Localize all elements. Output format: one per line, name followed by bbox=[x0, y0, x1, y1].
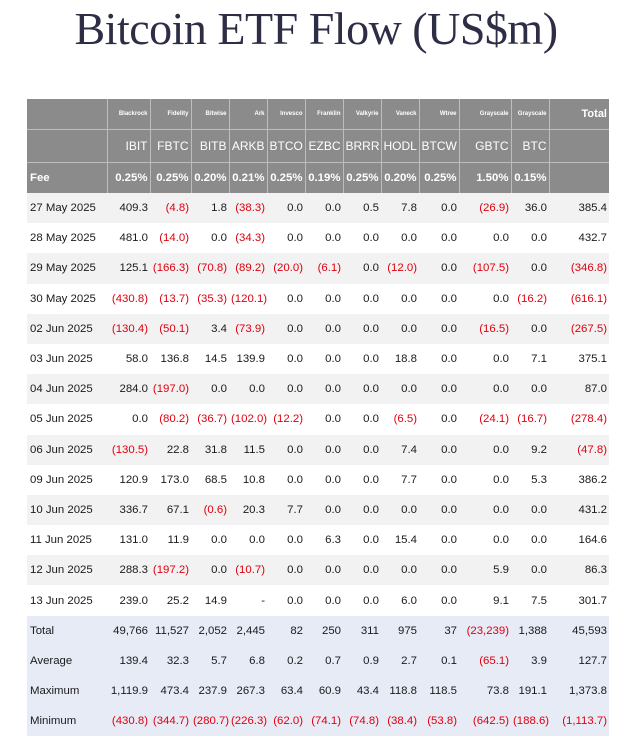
flow-cell: 267.3 bbox=[229, 676, 267, 706]
issuer-label: Grayscale bbox=[511, 99, 549, 130]
flow-cell: (13.7) bbox=[150, 284, 191, 314]
ticker-label: EZBC bbox=[305, 130, 343, 163]
flow-cell: (120.1) bbox=[229, 284, 267, 314]
flow-cell: 0.0 bbox=[305, 314, 343, 344]
flow-cell: 7.5 bbox=[511, 585, 549, 615]
header-corner bbox=[27, 99, 107, 130]
ticker-label: BITB bbox=[191, 130, 229, 163]
flow-cell: 0.0 bbox=[343, 344, 381, 374]
flow-cell: 18.8 bbox=[381, 344, 419, 374]
flow-cell: 82 bbox=[267, 616, 305, 646]
table-row bbox=[27, 193, 609, 223]
flow-cell: (24.1) bbox=[459, 404, 511, 434]
flow-cell: 0.0 bbox=[459, 374, 511, 404]
issuer-label: Franklin bbox=[305, 99, 343, 130]
fee-value: 0.25% bbox=[343, 163, 381, 194]
flow-cell: 0.1 bbox=[419, 646, 459, 676]
flow-cell: 139.9 bbox=[229, 344, 267, 374]
flow-cell: 118.8 bbox=[381, 676, 419, 706]
flow-cell: 1,119.9 bbox=[107, 676, 150, 706]
ticker-label: IBIT bbox=[107, 130, 150, 163]
flow-cell: 15.4 bbox=[381, 525, 419, 555]
flow-cell: (74.8) bbox=[343, 706, 381, 736]
flow-cell: 0.0 bbox=[305, 555, 343, 585]
flow-cell: 0.0 bbox=[343, 555, 381, 585]
flow-cell: (38.3) bbox=[229, 193, 267, 223]
flow-cell: 0.0 bbox=[381, 374, 419, 404]
flow-cell: (642.5) bbox=[459, 706, 511, 736]
flow-cell: 31.8 bbox=[191, 435, 229, 465]
flow-cell: 37 bbox=[419, 616, 459, 646]
ticker-label: HODL bbox=[381, 130, 419, 163]
fee-value: 1.50% bbox=[459, 163, 511, 194]
flow-cell: 0.0 bbox=[267, 284, 305, 314]
flow-cell: 473.4 bbox=[150, 676, 191, 706]
flow-cell: 0.0 bbox=[459, 525, 511, 555]
flow-cell: (6.1) bbox=[305, 253, 343, 283]
flow-cell: 5.9 bbox=[459, 555, 511, 585]
total-cell: 87.0 bbox=[549, 374, 609, 404]
flow-cell: 0.0 bbox=[343, 465, 381, 495]
table-row bbox=[27, 314, 609, 344]
date-cell: 04 Jun 2025 bbox=[27, 374, 107, 404]
table-row bbox=[27, 404, 609, 434]
flow-cell: 0.0 bbox=[419, 374, 459, 404]
flow-cell: 0.7 bbox=[305, 646, 343, 676]
flow-cell: 0.0 bbox=[459, 465, 511, 495]
flow-cell: 0.0 bbox=[511, 374, 549, 404]
flow-cell: 0.0 bbox=[459, 284, 511, 314]
flow-cell: 11.5 bbox=[229, 435, 267, 465]
date-cell: 13 Jun 2025 bbox=[27, 585, 107, 615]
flow-cell: 0.0 bbox=[419, 465, 459, 495]
total-column-header: Total bbox=[549, 99, 609, 130]
header-corner bbox=[27, 130, 107, 163]
flow-cell: (62.0) bbox=[267, 706, 305, 736]
flow-cell: 0.0 bbox=[381, 314, 419, 344]
flow-cell: (14.0) bbox=[150, 223, 191, 253]
table-row bbox=[27, 253, 609, 283]
table-row bbox=[27, 435, 609, 465]
issuer-label: Grayscale bbox=[459, 99, 511, 130]
flow-cell: (12.0) bbox=[381, 253, 419, 283]
fee-value: 0.19% bbox=[305, 163, 343, 194]
date-cell: 06 Jun 2025 bbox=[27, 435, 107, 465]
flow-cell: 0.0 bbox=[419, 253, 459, 283]
flow-cell: 0.0 bbox=[343, 525, 381, 555]
date-cell: 29 May 2025 bbox=[27, 253, 107, 283]
flow-cell: (74.1) bbox=[305, 706, 343, 736]
flow-cell: (166.3) bbox=[150, 253, 191, 283]
flow-cell: 0.0 bbox=[459, 344, 511, 374]
flow-cell: 0.0 bbox=[305, 435, 343, 465]
flow-cell: 14.5 bbox=[191, 344, 229, 374]
flow-cell: 136.8 bbox=[150, 344, 191, 374]
date-cell: 03 Jun 2025 bbox=[27, 344, 107, 374]
fee-label: Fee bbox=[27, 163, 107, 194]
flow-cell: 284.0 bbox=[107, 374, 150, 404]
fee-value: 0.25% bbox=[150, 163, 191, 194]
flow-cell: (20.0) bbox=[267, 253, 305, 283]
flow-cell: (80.2) bbox=[150, 404, 191, 434]
flow-cell: 32.3 bbox=[150, 646, 191, 676]
flow-cell: 0.0 bbox=[511, 495, 549, 525]
flow-cell: 131.0 bbox=[107, 525, 150, 555]
total-cell: 1,373.8 bbox=[549, 676, 609, 706]
flow-cell: (130.4) bbox=[107, 314, 150, 344]
flow-cell: 36.0 bbox=[511, 193, 549, 223]
total-cell: 431.2 bbox=[549, 495, 609, 525]
fee-value: 0.15% bbox=[511, 163, 549, 194]
flow-cell: 0.0 bbox=[419, 435, 459, 465]
stat-label: Minimum bbox=[27, 706, 107, 736]
total-cell: 127.7 bbox=[549, 646, 609, 676]
ticker-label: ARKB bbox=[229, 130, 267, 163]
flow-cell: 0.0 bbox=[419, 555, 459, 585]
summary-row bbox=[27, 616, 609, 646]
flow-cell: 6.3 bbox=[305, 525, 343, 555]
flow-cell: 139.4 bbox=[107, 646, 150, 676]
table-row bbox=[27, 555, 609, 585]
flow-cell: 0.0 bbox=[511, 314, 549, 344]
flow-cell: 1.8 bbox=[191, 193, 229, 223]
flow-cell: (65.1) bbox=[459, 646, 511, 676]
flow-cell: 0.0 bbox=[343, 223, 381, 253]
date-cell: 12 Jun 2025 bbox=[27, 555, 107, 585]
issuer-header-row bbox=[27, 99, 609, 130]
flow-cell: 67.1 bbox=[150, 495, 191, 525]
flow-cell: 0.0 bbox=[267, 344, 305, 374]
date-cell: 05 Jun 2025 bbox=[27, 404, 107, 434]
flow-cell: 0.0 bbox=[191, 374, 229, 404]
flow-cell: 0.0 bbox=[305, 374, 343, 404]
table-row bbox=[27, 284, 609, 314]
flow-cell: (50.1) bbox=[150, 314, 191, 344]
flow-cell: 0.0 bbox=[511, 555, 549, 585]
flow-cell: 118.5 bbox=[419, 676, 459, 706]
flow-cell: 0.0 bbox=[381, 495, 419, 525]
flow-cell: 7.4 bbox=[381, 435, 419, 465]
issuer-label: Vaneck bbox=[381, 99, 419, 130]
summary-row bbox=[27, 646, 609, 676]
flow-cell: (36.7) bbox=[191, 404, 229, 434]
total-cell: 432.7 bbox=[549, 223, 609, 253]
date-cell: 09 Jun 2025 bbox=[27, 465, 107, 495]
flow-cell: 0.0 bbox=[305, 585, 343, 615]
flow-cell: 5.7 bbox=[191, 646, 229, 676]
flow-cell: 0.0 bbox=[511, 253, 549, 283]
flow-cell: 3.9 bbox=[511, 646, 549, 676]
table-row bbox=[27, 374, 609, 404]
flow-cell: 125.1 bbox=[107, 253, 150, 283]
flow-cell: 0.0 bbox=[459, 223, 511, 253]
total-cell: 386.2 bbox=[549, 465, 609, 495]
flow-cell: (280.7) bbox=[191, 706, 229, 736]
flow-cell: 975 bbox=[381, 616, 419, 646]
flow-cell: 0.0 bbox=[343, 284, 381, 314]
flow-cell: 9.2 bbox=[511, 435, 549, 465]
issuer-label: Fidelity bbox=[150, 99, 191, 130]
table-row bbox=[27, 495, 609, 525]
flow-cell: 0.0 bbox=[381, 284, 419, 314]
flow-cell: 0.0 bbox=[343, 404, 381, 434]
total-cell: 385.4 bbox=[549, 193, 609, 223]
fee-blank bbox=[549, 163, 609, 194]
flow-cell: 60.9 bbox=[305, 676, 343, 706]
ticker-label: BTC bbox=[511, 130, 549, 163]
flow-cell: (430.8) bbox=[107, 706, 150, 736]
table-row bbox=[27, 344, 609, 374]
table-row bbox=[27, 585, 609, 615]
flow-cell: 6.0 bbox=[381, 585, 419, 615]
flow-cell: 409.3 bbox=[107, 193, 150, 223]
date-cell: 28 May 2025 bbox=[27, 223, 107, 253]
fee-value: 0.20% bbox=[191, 163, 229, 194]
flow-cell: 9.1 bbox=[459, 585, 511, 615]
flow-cell: (6.5) bbox=[381, 404, 419, 434]
flow-cell: 0.0 bbox=[305, 344, 343, 374]
date-cell: 27 May 2025 bbox=[27, 193, 107, 223]
stat-label: Total bbox=[27, 616, 107, 646]
flow-cell: 0.0 bbox=[305, 193, 343, 223]
flow-cell: (70.8) bbox=[191, 253, 229, 283]
flow-cell: (16.2) bbox=[511, 284, 549, 314]
flow-cell: 0.0 bbox=[267, 525, 305, 555]
flow-cell: 481.0 bbox=[107, 223, 150, 253]
flow-cell: 2,445 bbox=[229, 616, 267, 646]
flow-cell: 1,388 bbox=[511, 616, 549, 646]
flow-cell: 58.0 bbox=[107, 344, 150, 374]
fee-value: 0.21% bbox=[229, 163, 267, 194]
flow-cell: 6.8 bbox=[229, 646, 267, 676]
flow-cell: (12.2) bbox=[267, 404, 305, 434]
flow-cell: 239.0 bbox=[107, 585, 150, 615]
flow-cell: 0.0 bbox=[305, 404, 343, 434]
flow-cell: 3.4 bbox=[191, 314, 229, 344]
ticker-header-row bbox=[27, 130, 609, 163]
ticker-label: BTCW bbox=[419, 130, 459, 163]
flow-cell: 0.0 bbox=[267, 465, 305, 495]
flow-cell: (344.7) bbox=[150, 706, 191, 736]
fee-value: 0.25% bbox=[107, 163, 150, 194]
flow-cell: (53.8) bbox=[419, 706, 459, 736]
page-title: Bitcoin ETF Flow (US$m) bbox=[74, 3, 558, 54]
flow-cell: (197.0) bbox=[150, 374, 191, 404]
flow-cell: 0.0 bbox=[191, 555, 229, 585]
flow-cell: (35.3) bbox=[191, 284, 229, 314]
table-row bbox=[27, 525, 609, 555]
date-cell: 11 Jun 2025 bbox=[27, 525, 107, 555]
flow-cell: (34.3) bbox=[229, 223, 267, 253]
flow-cell: 0.0 bbox=[305, 495, 343, 525]
total-cell: (346.8) bbox=[549, 253, 609, 283]
issuer-label: Wtree bbox=[419, 99, 459, 130]
flow-cell: 5.3 bbox=[511, 465, 549, 495]
flow-cell: 0.5 bbox=[343, 193, 381, 223]
total-cell: (47.8) bbox=[549, 435, 609, 465]
flow-cell: 2,052 bbox=[191, 616, 229, 646]
flow-cell: 0.0 bbox=[267, 435, 305, 465]
date-cell: 10 Jun 2025 bbox=[27, 495, 107, 525]
flow-cell: 0.0 bbox=[381, 223, 419, 253]
total-cell: (616.1) bbox=[549, 284, 609, 314]
flow-cell: - bbox=[229, 585, 267, 615]
flow-cell: 73.8 bbox=[459, 676, 511, 706]
flow-cell: 0.0 bbox=[419, 495, 459, 525]
flow-cell: 14.9 bbox=[191, 585, 229, 615]
ticker-label: BRRR bbox=[343, 130, 381, 163]
flow-cell: 7.8 bbox=[381, 193, 419, 223]
fee-value: 0.25% bbox=[419, 163, 459, 194]
flow-cell: 0.0 bbox=[191, 223, 229, 253]
flow-cell: 0.0 bbox=[459, 495, 511, 525]
total-cell: (1,113.7) bbox=[549, 706, 609, 736]
flow-cell: 7.1 bbox=[511, 344, 549, 374]
summary-row bbox=[27, 706, 609, 736]
flow-cell: 0.0 bbox=[305, 223, 343, 253]
issuer-label: Blackrock bbox=[107, 99, 150, 130]
flow-cell: 0.0 bbox=[419, 404, 459, 434]
flow-cell: (38.4) bbox=[381, 706, 419, 736]
table-row bbox=[27, 465, 609, 495]
total-cell: 45,593 bbox=[549, 616, 609, 646]
flow-cell: 0.0 bbox=[305, 465, 343, 495]
flow-cell: 237.9 bbox=[191, 676, 229, 706]
flow-cell: (16.7) bbox=[511, 404, 549, 434]
flow-cell: 22.8 bbox=[150, 435, 191, 465]
date-cell: 02 Jun 2025 bbox=[27, 314, 107, 344]
flow-cell: 0.0 bbox=[343, 495, 381, 525]
ticker-label: FBTC bbox=[150, 130, 191, 163]
flow-cell: 0.0 bbox=[229, 525, 267, 555]
flow-cell: (10.7) bbox=[229, 555, 267, 585]
fee-value: 0.25% bbox=[267, 163, 305, 194]
flow-cell: 0.0 bbox=[191, 525, 229, 555]
total-cell: (267.5) bbox=[549, 314, 609, 344]
issuer-label: Valkyrie bbox=[343, 99, 381, 130]
flow-cell: 0.0 bbox=[229, 374, 267, 404]
total-cell: 164.6 bbox=[549, 525, 609, 555]
flow-cell: 0.0 bbox=[267, 314, 305, 344]
flow-cell: (226.3) bbox=[229, 706, 267, 736]
fee-row bbox=[27, 163, 609, 194]
flow-cell: 311 bbox=[343, 616, 381, 646]
flow-cell: 0.0 bbox=[305, 284, 343, 314]
flow-cell: 0.0 bbox=[381, 555, 419, 585]
flow-cell: 0.0 bbox=[107, 404, 150, 434]
flow-cell: 0.0 bbox=[459, 435, 511, 465]
flow-cell: 0.0 bbox=[419, 585, 459, 615]
flow-cell: (4.8) bbox=[150, 193, 191, 223]
flow-cell: (23,239) bbox=[459, 616, 511, 646]
total-cell: (278.4) bbox=[549, 404, 609, 434]
flow-cell: 0.0 bbox=[267, 585, 305, 615]
flow-cell: 0.0 bbox=[419, 344, 459, 374]
flow-cell: 120.9 bbox=[107, 465, 150, 495]
flow-cell: (73.9) bbox=[229, 314, 267, 344]
table-row bbox=[27, 223, 609, 253]
flow-cell: 0.0 bbox=[343, 314, 381, 344]
stat-label: Average bbox=[27, 646, 107, 676]
flow-cell: (130.5) bbox=[107, 435, 150, 465]
flow-cell: 0.0 bbox=[511, 223, 549, 253]
flow-cell: 68.5 bbox=[191, 465, 229, 495]
issuer-label: Bitwise bbox=[191, 99, 229, 130]
flow-cell: 0.0 bbox=[267, 223, 305, 253]
flow-cell: 0.0 bbox=[343, 253, 381, 283]
etf-flow-table bbox=[27, 99, 609, 736]
flow-cell: 0.0 bbox=[419, 193, 459, 223]
flow-cell: 20.3 bbox=[229, 495, 267, 525]
flow-cell: (107.5) bbox=[459, 253, 511, 283]
flow-cell: (26.9) bbox=[459, 193, 511, 223]
flow-cell: 0.2 bbox=[267, 646, 305, 676]
flow-cell: (16.5) bbox=[459, 314, 511, 344]
issuer-label: Ark bbox=[229, 99, 267, 130]
flow-cell: (102.0) bbox=[229, 404, 267, 434]
flow-cell: 173.0 bbox=[150, 465, 191, 495]
flow-cell: 7.7 bbox=[381, 465, 419, 495]
total-cell: 375.1 bbox=[549, 344, 609, 374]
flow-cell: 0.0 bbox=[267, 374, 305, 404]
ticker-label: GBTC bbox=[459, 130, 511, 163]
flow-cell: 0.0 bbox=[419, 284, 459, 314]
flow-cell: 0.0 bbox=[343, 435, 381, 465]
flow-cell: 0.0 bbox=[343, 374, 381, 404]
flow-cell: 0.0 bbox=[267, 555, 305, 585]
flow-cell: 11.9 bbox=[150, 525, 191, 555]
flow-cell: 288.3 bbox=[107, 555, 150, 585]
total-cell: 301.7 bbox=[549, 585, 609, 615]
flow-cell: (89.2) bbox=[229, 253, 267, 283]
flow-cell: 0.0 bbox=[419, 525, 459, 555]
ticker-label: BTCO bbox=[267, 130, 305, 163]
flow-cell: 0.9 bbox=[343, 646, 381, 676]
flow-cell: 191.1 bbox=[511, 676, 549, 706]
flow-body bbox=[27, 193, 609, 736]
header-blank bbox=[549, 130, 609, 163]
date-cell: 30 May 2025 bbox=[27, 284, 107, 314]
flow-cell: 49,766 bbox=[107, 616, 150, 646]
flow-cell: (0.6) bbox=[191, 495, 229, 525]
flow-cell: 63.4 bbox=[267, 676, 305, 706]
flow-cell: (430.8) bbox=[107, 284, 150, 314]
stat-label: Maximum bbox=[27, 676, 107, 706]
flow-cell: 0.0 bbox=[419, 314, 459, 344]
flow-cell: 7.7 bbox=[267, 495, 305, 525]
flow-cell: 11,527 bbox=[150, 616, 191, 646]
summary-row bbox=[27, 676, 609, 706]
issuer-label: Invesco bbox=[267, 99, 305, 130]
flow-cell: 0.0 bbox=[343, 585, 381, 615]
flow-cell: 25.2 bbox=[150, 585, 191, 615]
flow-cell: 250 bbox=[305, 616, 343, 646]
flow-cell: 10.8 bbox=[229, 465, 267, 495]
flow-cell: 2.7 bbox=[381, 646, 419, 676]
flow-cell: 43.4 bbox=[343, 676, 381, 706]
flow-cell: (197.2) bbox=[150, 555, 191, 585]
flow-cell: 336.7 bbox=[107, 495, 150, 525]
fee-value: 0.20% bbox=[381, 163, 419, 194]
flow-cell: 0.0 bbox=[267, 193, 305, 223]
flow-cell: (188.6) bbox=[511, 706, 549, 736]
flow-cell: 0.0 bbox=[511, 525, 549, 555]
total-cell: 86.3 bbox=[549, 555, 609, 585]
flow-cell: 0.0 bbox=[419, 223, 459, 253]
